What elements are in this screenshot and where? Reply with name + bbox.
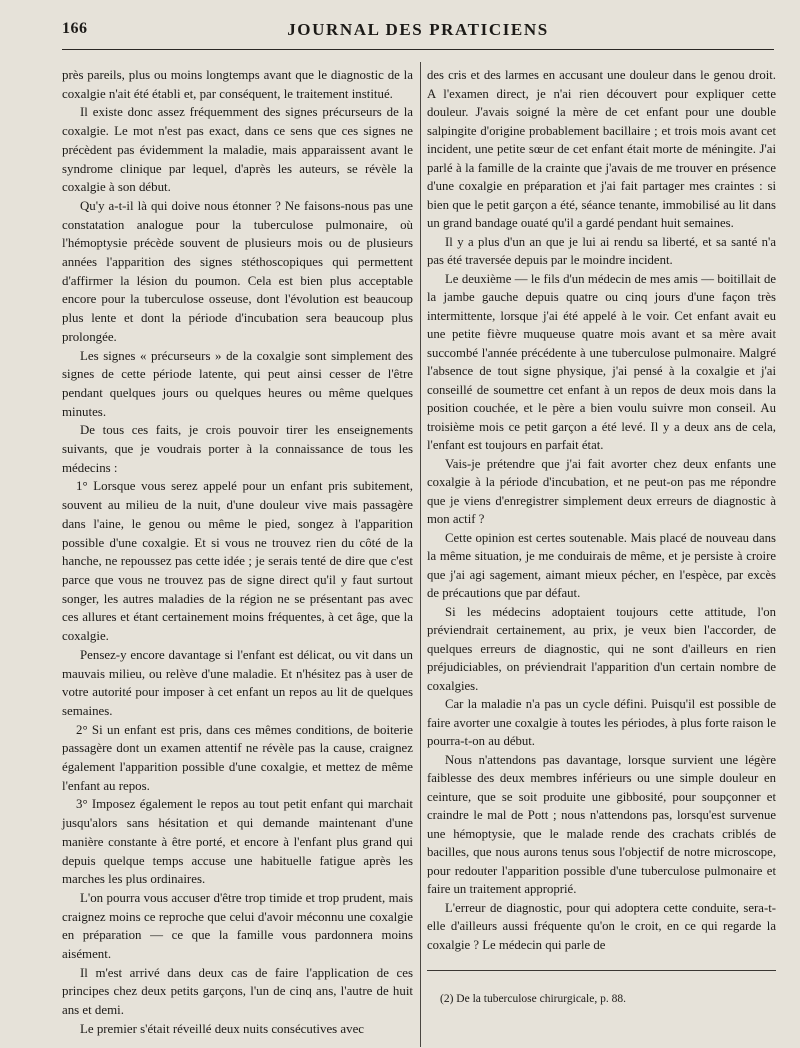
paragraph: Il existe donc assez fréquemment des signes précurseurs de la coxalgie. Le mot n'est pas exact, dans ce sens que ces signes ne précèdent pas évidemment la maladie, mais apparaissent avant le syndrome clinique par lequel, d'après les auteurs, se révèle la coxalgie à son début.: [62, 105, 413, 195]
page-number: 166: [62, 20, 88, 37]
paragraph: des cris et des larmes en accusant une douleur dans le genou droit. A l'examen direct, je n'ai rien découvert pour expliquer cette douleur. J'avais soigné la mère de cet enfant pour une double salpingite d'origine probablement bacillaire ; et trois mois avant cet incident, une petite sœur de cet enfant était morte de méningite. J'ai parlé à la famille de la crainte que j'avais de me trouver en présence d'une coxalgie en préparation et j'ai fait partager mes craintes : si bien que le petit garçon a été, séance tenante, immobilisé au lit dans un grand bandage ouaté qu'il a gardé pendant huit semaines.: [427, 68, 776, 230]
paragraph: Cette opinion est certes soutenable. Mais placé de nouveau dans la même situation, je me conduirais de même, et je persiste à croire que j'ai agi sagement, aimant mieux pécher, en l'espèce, par excès de précautions que par défaut.: [427, 530, 776, 600]
paragraph: Qu'y a-t-il là qui doive nous étonner ? Ne faisons-nous pas une constatation analogue pour la tuberculose pulmonaire, où l'hémoptysie précède souvent de plusieurs mois ou de plusieurs années l'apparition des signes stéthoscopiques qui permettent d'affirmer la lésion du poumon. Cela est bien plus acceptable encore pour la tuberculose osseuse, dont l'évolution est beaucoup plus lente et dont la période d'incubation sera beaucoup plus prolongée.: [62, 198, 413, 344]
paragraph: Les signes « précurseurs » de la coxalgie sont simplement des signes de cette période latente, qui peut ainsi cesser de l'être pendant quelques jours ou quelques heures ou même quelques minutes.: [62, 348, 413, 419]
paragraph: L'erreur de diagnostic, pour qui adoptera cette conduite, sera-t-elle d'ailleurs aussi fréquente qu'on le croit, en ce qui regarde la coxalgie ? Le médecin qui parle de: [427, 900, 776, 952]
paragraph: Il m'est arrivé dans deux cas de faire l'application de ces principes chez deux petits garçons, l'un de cinq ans, l'autre de huit ans et demi.: [62, 965, 413, 1018]
numbered-item-1: 1° Lorsque vous serez appelé pour un enfant pris subitement, souvent au milieu de la nuit, d'une douleur vive mais passagère dans l'aine, le genou ou même le pied, songez à l'apparition possible d'une coxalgie. Et si vous ne trouvez rien du côté de la hanche, ne repoussez pas cette idée ; je serais tenté de dire que c'est parce que vous ne trouvez pas de signe direct qu'il y faut surtout songer, les autres maladies de la région ne se présentant pas avec ces allures et étant certainement moins fréquentes, à cet âge, que la coxalgie.: [62, 479, 413, 644]
numbered-item-2: 2° Si un enfant est pris, dans ces mêmes conditions, de boiterie passagère dont un examen attentif ne révèle pas la cause, craignez également l'apparition possible d'une coxalgie, et mettez de même l'enfant au repos.: [62, 722, 413, 793]
paragraph: Nous n'attendons pas davantage, lorsque survient une légère faiblesse des deux membres inférieurs ou une simple douleur en ceinture, que se soit produite une gibbosité, pour soupçonner et craindre le mal de Pott ; nous n'attendons pas, lorsqu'est survenue une hémoptysie, que le malade rende des crachats criblés de bacilles, que nous aurons tenus sous l'objectif de notre microscope, pour redouter l'apparition possible d'une tuberculose pulmonaire et faire un traitement approprié.: [427, 752, 776, 896]
paragraph: Si les médecins adoptaient toujours cette attitude, l'on préviendrait certainement, au prix, je veux bien l'accorder, de quelques erreurs de diagnostic, qui ne sont d'ailleurs en rien préjudiciables, on préviendrait l'apparition d'un certain nombre de coxalgies.: [427, 604, 776, 693]
column-divider: [420, 62, 421, 1047]
paragraph: Vais-je prétendre que j'ai fait avorter chez deux enfants une coxalgie à la période d'incubation, et ne peut-on pas me répondre que je viens d'enregistrer simplement deux erreurs de diagnostic à mon actif ?: [427, 456, 776, 526]
numbered-item-3: 3° Imposez également le repos au tout petit enfant qui marchait jusqu'alors sans hésitation et qui demande maintenant d'une manière constante à être porté, et encore à l'enfant plus grand qui depuis quelque temps accuse une habituelle fatigue après les marches les plus ordinaires.: [62, 797, 413, 887]
footnote: (2) De la tuberculose chirurgicale, p. 88.: [440, 993, 626, 1005]
paragraph: près pareils, plus ou moins longtemps avant que le diagnostic de la coxalgie n'ait été établi et, par conséquent, le traitement institué.: [62, 68, 413, 101]
left-column: [62, 66, 413, 1039]
paragraph: Le deuxième — le fils d'un médecin de mes amis — boitillait de la jambe gauche depuis quatre ou cinq jours d'une façon très intermittente, lorsque j'ai été appelé à le voir. Cet enfant avait eu une petite fièvre muqueuse quatre mois avant et sa mère avait succombé l'année précédente à une tuberculose pulmonaire. Malgré l'absence de tout signe physique, j'ai pensé à la coxalgie et j'ai conseillé de soumettre cet enfant à un repos de deux mois dans la position couchée, et le père a bien voulu suivre mon conseil. Au troisième mois ce petit garçon a été levé. Il y a deux ans de cela, l'enfant est toujours en parfait état.: [427, 271, 776, 452]
paragraph: Le premier s'était réveillé deux nuits consécutives avec: [80, 1021, 365, 1036]
page-header: [62, 14, 774, 44]
paragraph: Pensez-y encore davantage si l'enfant est délicat, ou vit dans un mauvais milieu, ou relève d'une maladie. Et n'hésitez pas à user de votre autorité pour imposer à cet enfant un repos au lit de quelques semaines.: [62, 647, 413, 718]
paragraph: Car la maladie n'a pas un cycle défini. Puisqu'il est possible de faire avorter une coxalgie à toutes les périodes, à plus forte raison le pourra-t-on au début.: [427, 697, 776, 748]
paragraph: Il y a plus d'un an que je lui ai rendu sa liberté, et sa santé n'a pas été traversée depuis par le moindre incident.: [427, 234, 776, 267]
paragraph: L'on pourra vous accuser d'être trop timide et trop prudent, mais craignez moins ce reproche que celui d'avoir méconnu une coxalgie en préparation — ce que la famille vous pardonnera moins aisément.: [62, 890, 413, 962]
running-head: JOURNAL DES PRATICIENS: [287, 20, 549, 39]
paragraph: De tous ces faits, je crois pouvoir tirer les enseignements suivants, que je voudrais porter à la connaissance de tous les médecins :: [62, 423, 413, 475]
header-rule: [62, 49, 774, 50]
right-column: [427, 66, 776, 954]
footnote-rule: [427, 970, 776, 971]
